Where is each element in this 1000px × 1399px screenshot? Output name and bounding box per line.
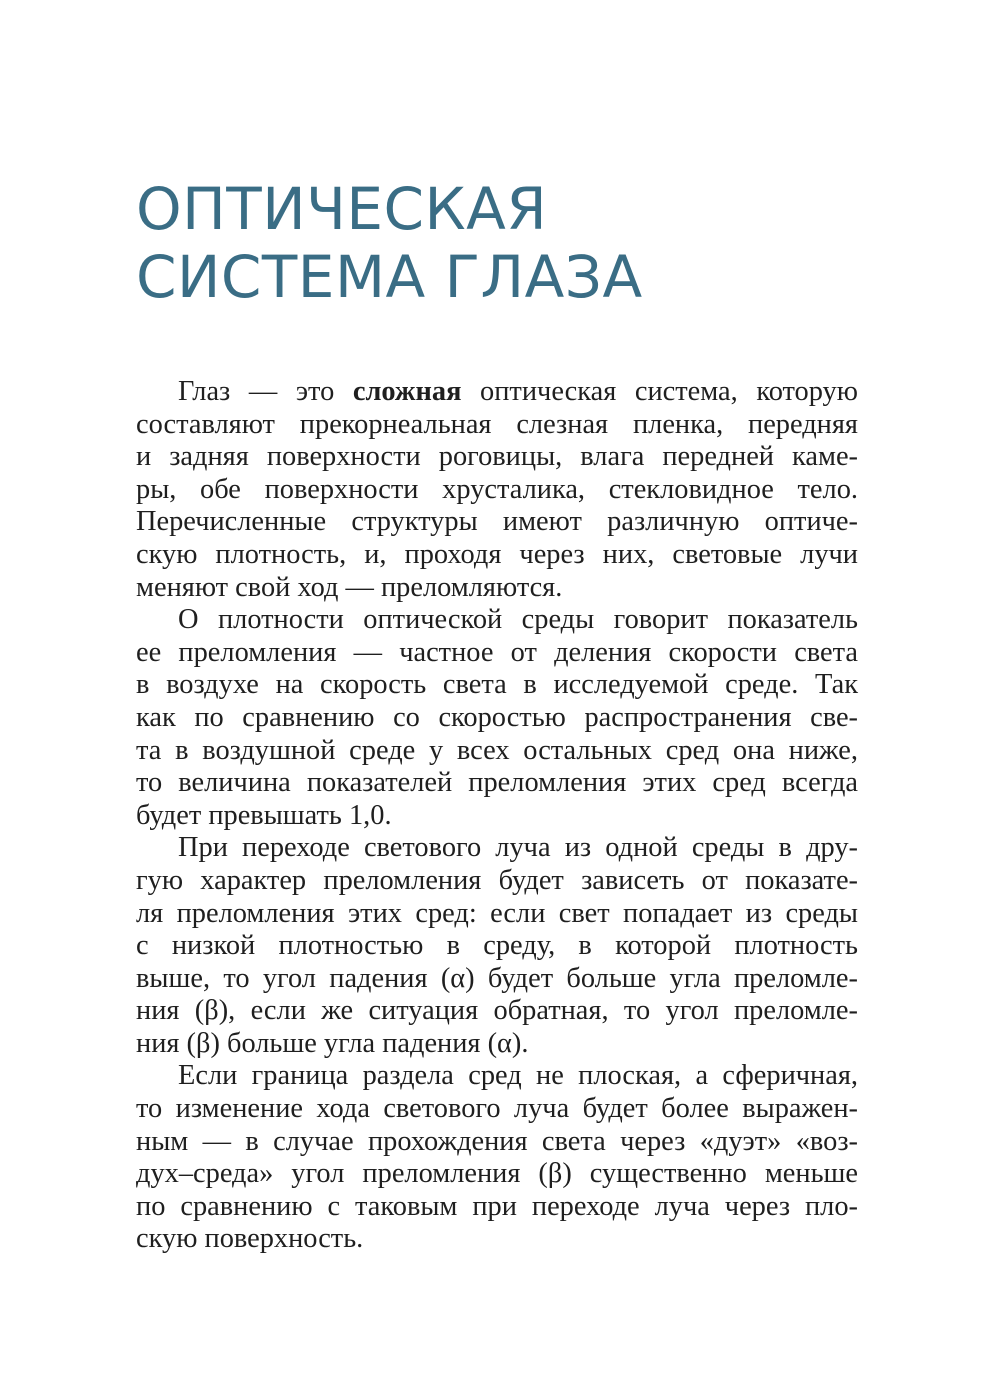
paragraph-line: ным — в случае прохождения света через «дуэт» «воз- — [136, 1125, 858, 1157]
paragraph-line: Перечисленные структуры имеют различную оптиче- — [136, 506, 858, 538]
paragraph-line: как по сравнению со скоростью распространения све- — [136, 701, 858, 733]
bold-word: сложная — [352, 376, 462, 407]
paragraph-line: скую плотность, и, проходя через них, световые лучи — [136, 538, 858, 570]
paragraph-line: О плотности оптической среды говорит показатель — [178, 604, 858, 636]
first-word: Глаз — [178, 376, 231, 407]
body-text — [136, 376, 858, 1256]
paragraph-line: ля преломления этих сред: если свет попадает из среды — [136, 897, 858, 929]
paragraph-line: и задняя поверхности роговицы, влага передней каме- — [136, 441, 858, 473]
paragraph-line: с низкой плотностью в среду, в которой плотность — [136, 930, 858, 962]
paragraph-line: ры, обе поверхности хрусталика, стекловидное тело. — [136, 473, 858, 505]
paragraph-2 — [136, 604, 858, 832]
paragraph-line: та в воздушной среде у всех остальных сред она ниже, — [136, 734, 858, 766]
paragraph-line: меняют свой ход — преломляются. — [136, 571, 563, 603]
paragraph-line: Если граница раздела сред не плоская, а сферичная, — [178, 1060, 858, 1092]
paragraph-line: дух–среда» угол преломления (β) существенно меньше — [136, 1158, 858, 1190]
paragraph-line: ния (β) больше угла падения (α). — [136, 1027, 529, 1059]
paragraph-line: скую поверхность. — [136, 1223, 364, 1255]
chapter-title-line-2: СИСТЕМА ГЛАЗА — [136, 243, 643, 311]
paragraph-3 — [136, 832, 858, 1060]
chapter-title — [136, 175, 896, 311]
paragraph-line: то величина показателей преломления этих сред всегда — [136, 767, 858, 799]
paragraph-line: ния (β), если же ситуация обратная, то угол преломле- — [136, 995, 858, 1027]
paragraph-line: по сравнению с таковым при переходе луча через пло- — [136, 1190, 858, 1222]
paragraph-line: Глаз — это сложная оптическая система, которую — [178, 376, 858, 407]
paragraph-line: гую характер преломления будет зависеть от показате- — [136, 864, 858, 896]
paragraph-line: будет превышать 1,0. — [136, 799, 392, 831]
paragraph-line: ее преломления — частное от деления скорости света — [136, 636, 858, 668]
chapter-title-line-1: ОПТИЧЕСКАЯ — [136, 175, 548, 243]
paragraph-1 — [136, 376, 858, 604]
paragraph-line: в воздухе на скорость света в исследуемой среде. Так — [136, 669, 858, 701]
paragraph-line: При переходе светового луча из одной среды в дру- — [178, 832, 858, 864]
paragraph-line: составляют прекорнеальная слезная пленка, передняя — [136, 408, 858, 440]
paragraph-4 — [136, 1060, 858, 1256]
paragraph-line: выше, то угол падения (α) будет больше угла преломле- — [136, 962, 858, 994]
paragraph-line: то изменение хода светового луча будет более выражен- — [136, 1093, 858, 1125]
